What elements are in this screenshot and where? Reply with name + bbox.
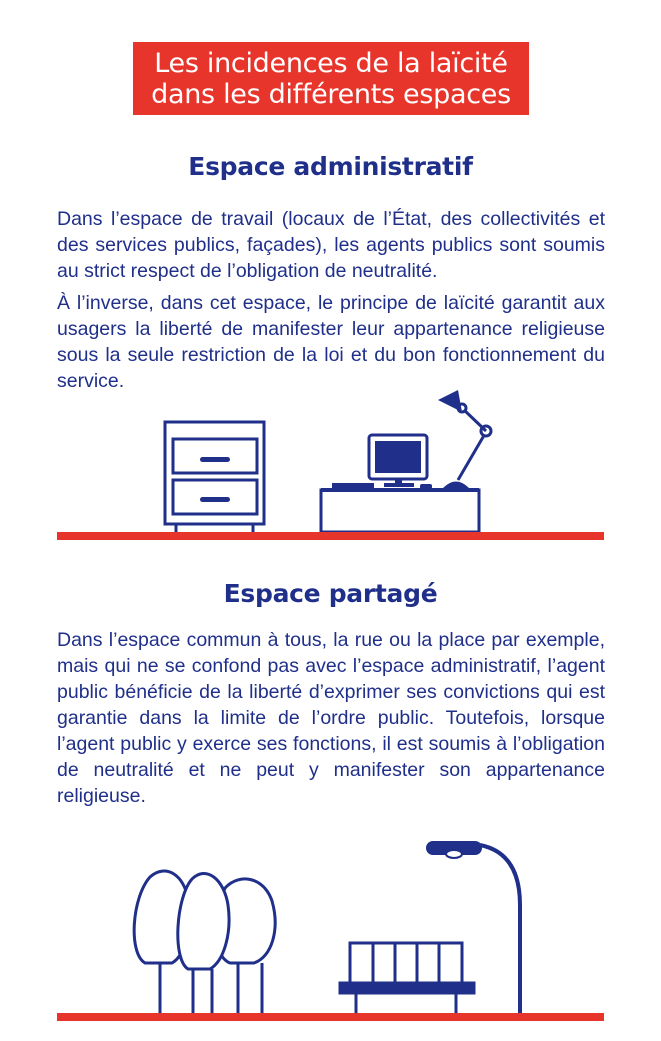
section-title-partage: Espace partagé (223, 579, 438, 608)
ground-line-2 (57, 1013, 604, 1021)
filing-cabinet-icon (165, 422, 264, 532)
desk-icon (321, 490, 479, 532)
paragraph-administratif-2: À l’inverse, dans cet espace, le principe de laïcité garantit aux usagers la liberté de manifester leur appartenance religieuse sous la seule restriction de la loi et du bon fonctionnement du service. (57, 292, 605, 392)
trees-icon (134, 871, 275, 1013)
paragraph-partage: Dans l’espace commun à tous, la rue ou la place par exemple, mais qui ne se confond pas avec l’espace administratif, l’agent public bénéficie de la liberté d’exprimer ses convictions qui est garantie dans la limite de l’ordre public. Toutefois, lorsque l’agent public y exerce ses fonctions, il est soumis à l’obligation de neutralité et ne peut y manifester son appartenance religieuse. (57, 629, 605, 807)
title-banner (133, 42, 529, 115)
title-line-1: Les incidences de la laïcité (154, 48, 508, 79)
paragraph-administratif-1: Dans l’espace de travail (locaux de l’État, des collectivités et des services publics, façades), les agents publics sont soumis au strict respect de l’obligation de neutralité. (57, 208, 605, 282)
computer-icon (332, 435, 432, 489)
street-illustration (0, 835, 661, 1015)
title-line-2: dans les différents espaces (151, 79, 511, 110)
desk-lamp-icon (438, 390, 491, 488)
office-illustration (0, 380, 661, 540)
ground-line-1 (57, 532, 604, 540)
section-title-administratif: Espace administratif (188, 152, 473, 181)
bench-icon (340, 943, 474, 1013)
